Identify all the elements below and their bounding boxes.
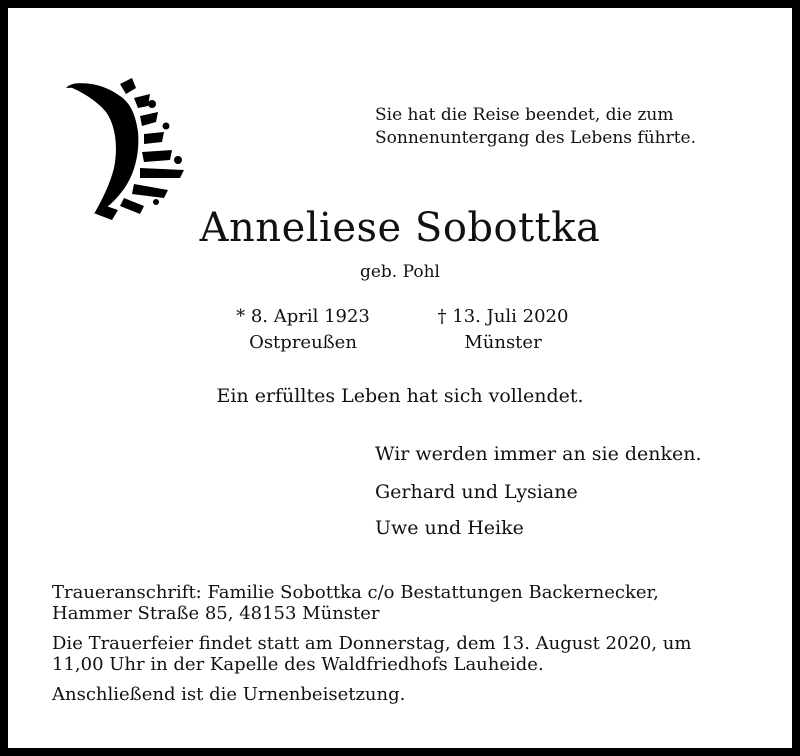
birth-block [218, 304, 388, 356]
family-remembrance: Wir werden immer an sie denken. [375, 443, 702, 465]
family-mourners-1: Gerhard und Lysiane [375, 481, 578, 503]
ceremony-line-1: Die Trauerfeier findet statt am Donnerstag, dem 13. August 2020, um [52, 633, 692, 654]
birth-place: Ostpreußen [249, 332, 357, 353]
quote-line-1: Sie hat die Reise beendet, die zum [375, 105, 674, 125]
death-block [413, 304, 593, 356]
death-date: † 13. Juli 2020 [437, 306, 569, 327]
address-line-1: Traueranschrift: Familie Sobottka c/o Bestattungen Backernecker, [52, 582, 659, 603]
ceremony-notice [52, 633, 691, 675]
burial-notice: Anschließend ist die Urnenbeisetzung. [52, 684, 406, 705]
birth-date: * 8. April 1923 [236, 306, 370, 327]
tribute-line: Ein erfülltes Leben hat sich vollendet. [216, 385, 584, 407]
mourning-address [52, 582, 659, 624]
quote-line-2: Sonnenuntergang des Lebens führte. [375, 128, 697, 148]
address-line-2: Hammer Straße 85, 48153 Münster [52, 603, 380, 624]
family-mourners-2: Uwe und Heike [375, 517, 524, 539]
brush-sun-icon [60, 74, 192, 224]
ceremony-line-2: 11,00 Uhr in der Kapelle des Waldfriedhofs Lauheide. [52, 654, 544, 675]
maiden-name: geb. Pohl [359, 262, 440, 282]
deceased-name: Anneliese Sobottka [199, 205, 601, 251]
death-place: Münster [464, 332, 542, 353]
